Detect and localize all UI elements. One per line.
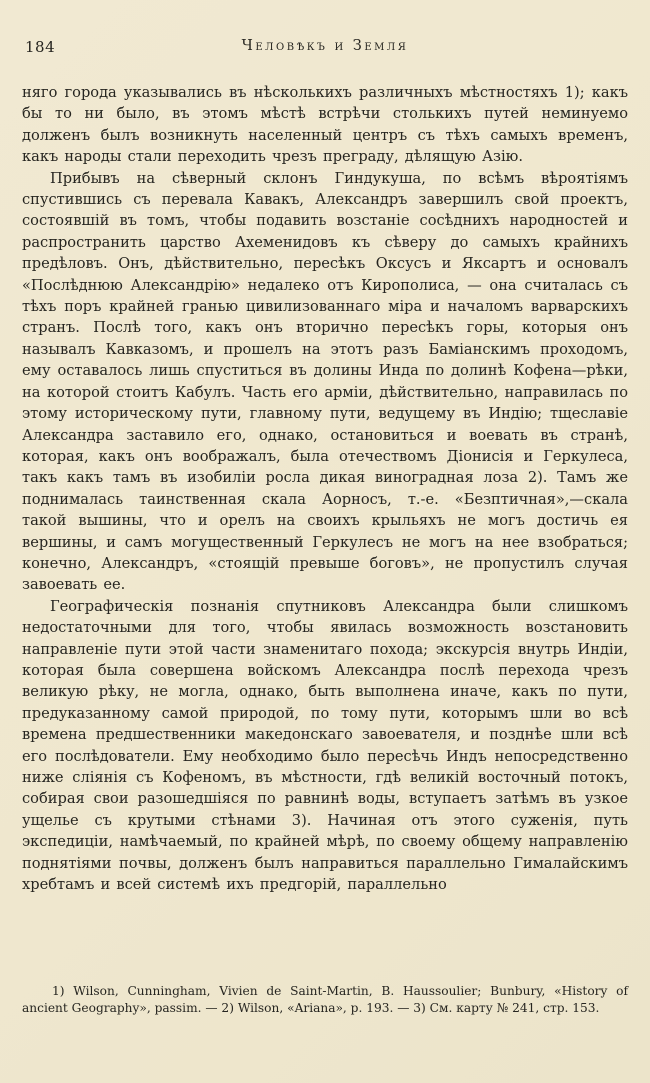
body-text	[22, 82, 628, 895]
running-title: Человѣкъ и Земля	[241, 38, 409, 54]
paragraph: Прибывъ на сѣверный склонъ Гиндукуша, по всѣмъ вѣроятіямъ спустившись съ перевала Кавакъ, Александръ завершилъ свой проектъ, состоявшій въ томъ, чтобы подавить возстаніе сосѣднихъ народностей и распространить царство Ахеменидовъ къ сѣверу до самыхъ крайнихъ предѣловъ. Онъ, дѣйствительно, пересѣкъ Оксусъ и Яксартъ и основалъ «Послѣднюю Александрію» недалеко отъ Кирополиса, — она считалась съ тѣхъ поръ крайней гранью цивилизованнаго міра и началомъ варварскихъ странъ. Послѣ того, какъ онъ вторично пересѣкъ горы, которыя онъ называлъ Кавказомъ, и прошелъ на этотъ разъ Баміанскимъ проходомъ, ему оставалось лишь спуститься въ долины Инда по долинѣ Кофена—рѣки, на которой стоитъ Кабулъ. Часть его арміи, дѣйствительно, направилась по этому историческому пути, главному пути, ведущему въ Индію; тщеславіе Александра заставило его, однако, остановиться и воевать въ странѣ, которая, какъ онъ воображалъ, была отечествомъ Діонисія и Геркулеса, такъ какъ тамъ въ изобиліи росла дикая виноградная лоза 2). Тамъ же поднималась таинственная скала Аорносъ, т.-е. «Безптичная»,—скала такой вышины, что и орелъ на своихъ крыльяхъ не могъ достичь ея вершины, и самъ могущественный Геркулесъ не могъ на нее взобраться; конечно, Александръ, «стоящій превыше боговъ», не пропустилъ случая завоевать ее.	[22, 169, 628, 594]
page-number: 184	[25, 38, 56, 56]
footnotes-section	[22, 983, 628, 1017]
page-header	[22, 38, 628, 60]
paragraph: Географическія познанія спутниковъ Александра были слишкомъ недостаточными для того, чтобы явилась возможность возстановить направленіе пути этой части знаменитаго похода; экскурсія внутрь Индіи, которая была совершена войскомъ Александра послѣ перехода чрезъ великую рѣку, не могла, однако, быть выполнена иначе, какъ по пути, предуказанному самой природой, по тому пути, которымъ шли во всѣ времена предшественники македонскаго завоевателя, и позднѣе шли всѣ его послѣдователи. Ему необходимо было пересѣчь Индъ непосредственно ниже сліянія съ Кофеномъ, въ мѣстности, гдѣ великій восточный потокъ, собирая свои разошедшіяся по равнинѣ воды, вступаетъ затѣмъ въ узкое ущелье съ крутыми стѣнами 3). Начиная отъ этого суженія, путь экспедиціи, намѣчаемый, по крайней мѣрѣ, по своему общему направленію поднятіями почвы, долженъ былъ направиться параллельно Гималайскимъ хребтамъ и всей системѣ ихъ предгорій, параллельно	[22, 597, 628, 894]
footnote-text: 1) Wilson, Cunningham, Vivien de Saint-Martin, B. Haussoulier; Bunbury, «History of ancient Geography», passim. — 2) Wilson, «Ariana», p. 193. — 3) См. карту № 241, стр. 153.	[22, 984, 628, 1015]
paragraph-continuation: няго города указывались въ нѣсколькихъ различныхъ мѣстностяхъ 1); какъ бы то ни было, въ этомъ мѣстѣ встрѣчи столькихъ путей неминуемо долженъ былъ возникнуть населенный центръ съ тѣхъ самыхъ временъ, какъ народы стали переходить чрезъ преграду, дѣлящую Азію.	[22, 84, 628, 166]
